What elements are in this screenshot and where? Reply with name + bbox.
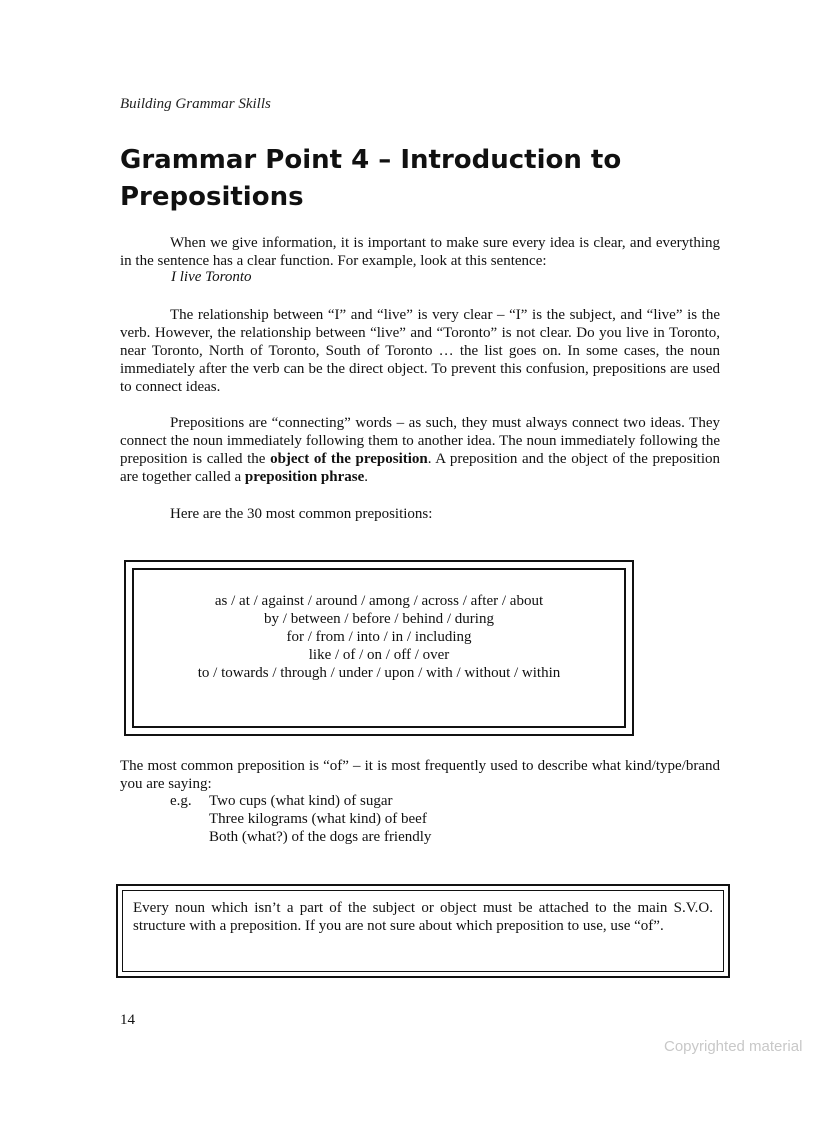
rule-box-text: Every noun which isn’t a part of the subject or object must be attached to the main S.V.O. structure with a preposition. If you are not sure about which preposition to use, use “of”. bbox=[133, 900, 713, 934]
copyright-watermark: Copyrighted material bbox=[664, 1038, 803, 1055]
paragraph-intro: When we give information, it is important to make sure every idea is clear, and everything in the sentence has a clear function. For example, look at this sentence: bbox=[120, 235, 720, 269]
paragraph-prepositions-definition bbox=[120, 414, 720, 486]
term-object-of-preposition: object of the preposition bbox=[270, 451, 428, 467]
preposition-line: like / of / on / off / over bbox=[308, 647, 450, 663]
example-sentence: I live Toronto bbox=[171, 269, 252, 285]
example-item: Two cups (what kind) of sugar bbox=[209, 793, 393, 809]
preposition-line: as / at / against / around / among / across / after / about bbox=[214, 593, 544, 609]
preposition-line: by / between / before / behind / during bbox=[264, 611, 494, 627]
term-preposition-phrase: preposition phrase bbox=[244, 469, 365, 485]
page-title: Grammar Point 4 – Introduction to Prepositions bbox=[120, 145, 622, 212]
preposition-line: to / towards / through / under / upon / with / without / within bbox=[197, 665, 561, 681]
list-lead: Here are the 30 most common prepositions: bbox=[170, 506, 433, 522]
prepositions-box bbox=[124, 560, 634, 736]
rule-box-inner-border bbox=[122, 890, 724, 972]
prepositions-box-inner-border bbox=[132, 568, 626, 728]
page-number: 14 bbox=[120, 1012, 135, 1028]
example-item: Both (what?) of the dogs are friendly bbox=[209, 829, 432, 845]
paragraph-relationship: The relationship between “I” and “live” is very clear – “I” is the subject, and “live” is the verb. However, the relationship between “live” and “Toronto” is not clear. Do you live in Toronto, near Toronto, North of Toronto, South of Toronto … the list goes on. In some cases, the noun immediately after the verb can be the direct object. To prevent this confusion, prepositions are used to connect ideas. bbox=[120, 307, 720, 395]
para3-text-3: . bbox=[364, 469, 368, 485]
para3-text-2: . A preposition and the object of the preposition are together called a bbox=[120, 451, 720, 485]
preposition-line: for / from / into / in / including bbox=[286, 629, 472, 645]
rule-box bbox=[116, 884, 730, 978]
prepositions-list bbox=[134, 592, 624, 682]
running-head: Building Grammar Skills bbox=[120, 96, 271, 112]
examples-label: e.g. bbox=[170, 793, 192, 809]
para3-text-1: Prepositions are “connecting” words – as such, they must always connect two ideas. They connect the noun immediately following them to another idea. The noun immediately following the preposition is called the bbox=[120, 415, 720, 467]
paragraph-common-preposition: The most common preposition is “of” – it is most frequently used to describe what kind/type/brand you are saying: bbox=[120, 758, 720, 792]
example-item: Three kilograms (what kind) of beef bbox=[209, 811, 427, 827]
